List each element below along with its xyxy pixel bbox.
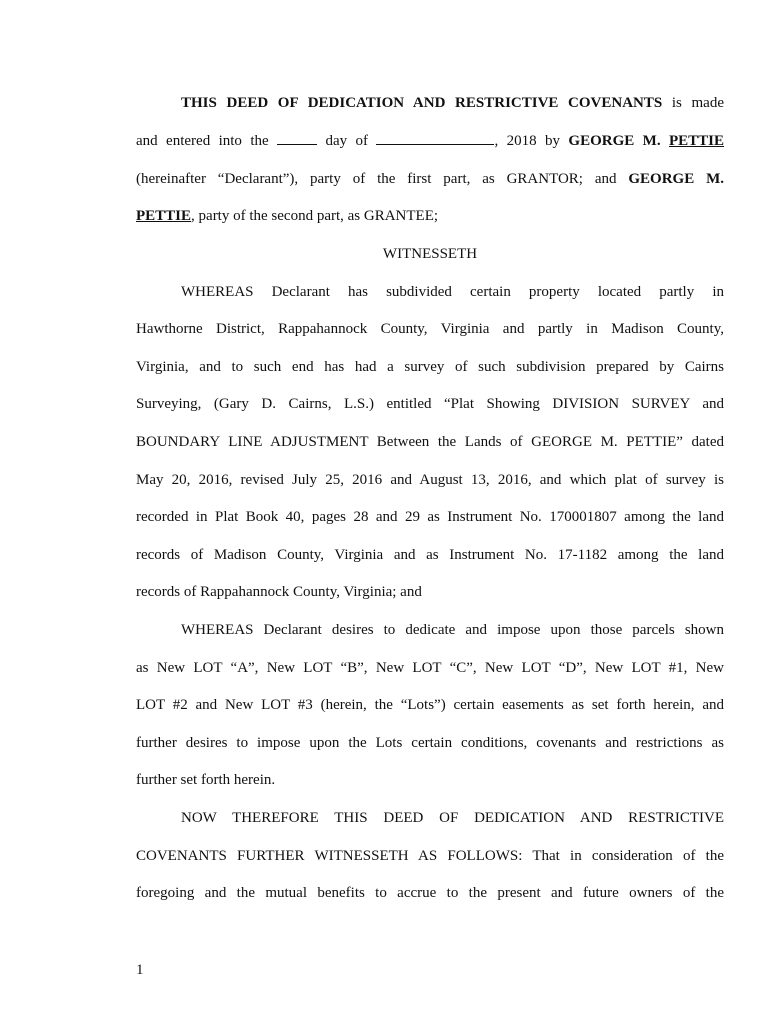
paragraph-line: records of Madison County, Virginia and as Instrument No. 17-1182 among the land (136, 547, 724, 563)
month-blank-line (376, 131, 494, 145)
deed-intro-text: and entered into the (136, 133, 278, 149)
deed-intro-text: is made (662, 95, 724, 111)
deed-intro-line-2 (136, 131, 724, 151)
deed-intro-text: , party of the second part, as GRANTEE; (191, 208, 439, 224)
deed-intro-line-3 (136, 169, 724, 189)
paragraph-line: Hawthorne District, Rappahannock County, Virginia and partly in Madison County, (136, 321, 724, 337)
paragraph-line: WHEREAS Declarant desires to dedicate and impose upon those parcels shown (181, 622, 724, 638)
paragraph-line: foregoing and the mutual benefits to accrue to the present and future owners of the (136, 885, 724, 901)
deed-intro-text: (hereinafter “Declarant”), party of the first part, as GRANTOR; and (136, 171, 629, 187)
page-number: 1 (136, 962, 144, 978)
paragraph-line: further set forth herein. (136, 772, 276, 788)
paragraph-line: as New LOT “A”, New LOT “B”, New LOT “C”, New LOT “D”, New LOT #1, New (136, 660, 724, 676)
grantee-surname: PETTIE (136, 208, 192, 224)
deed-intro-line-4 (136, 206, 724, 226)
paragraph-line: COVENANTS FURTHER WITNESSETH AS FOLLOWS: That in consideration of the (136, 848, 724, 864)
paragraph-line: LOT #2 and New LOT #3 (herein, the “Lots”) certain easements as set forth herein, and (136, 697, 724, 713)
grantor-surname: PETTIE (668, 133, 725, 149)
paragraph-line: WHEREAS Declarant has subdivided certain property located partly in (181, 284, 724, 300)
deed-title: THIS DEED OF DEDICATION AND RESTRICTIVE COVENANTS (181, 95, 663, 111)
paragraph-line: Surveying, (Gary D. Cairns, L.S.) entitled “Plat Showing DIVISION SURVEY and (136, 396, 724, 412)
deed-intro-text: day of (317, 133, 377, 149)
day-blank-line (277, 131, 317, 145)
paragraph-line: May 20, 2016, revised July 25, 2016 and August 13, 2016, and which plat of survey is (136, 472, 724, 488)
paragraph-line: Virginia, and to such end has had a survey of such subdivision prepared by Cairns (136, 359, 724, 375)
paragraph-line: recorded in Plat Book 40, pages 28 and 29 as Instrument No. 170001807 among the land (136, 509, 724, 525)
witnesseth-heading: WITNESSETH (382, 246, 478, 262)
deed-intro-text: , 2018 by (494, 133, 569, 149)
deed-intro-line-1 (181, 93, 724, 113)
paragraph-line: BOUNDARY LINE ADJUSTMENT Between the Lands of GEORGE M. PETTIE” dated (136, 434, 724, 450)
paragraph-line: records of Rappahannock County, Virginia; and (136, 584, 422, 600)
paragraph-line: further desires to impose upon the Lots certain conditions, covenants and restrictions as (136, 735, 724, 751)
grantee-name: GEORGE M. (628, 171, 724, 187)
paragraph-line: NOW THEREFORE THIS DEED OF DEDICATION AND RESTRICTIVE (181, 810, 724, 826)
grantor-name: GEORGE M. (568, 133, 669, 149)
